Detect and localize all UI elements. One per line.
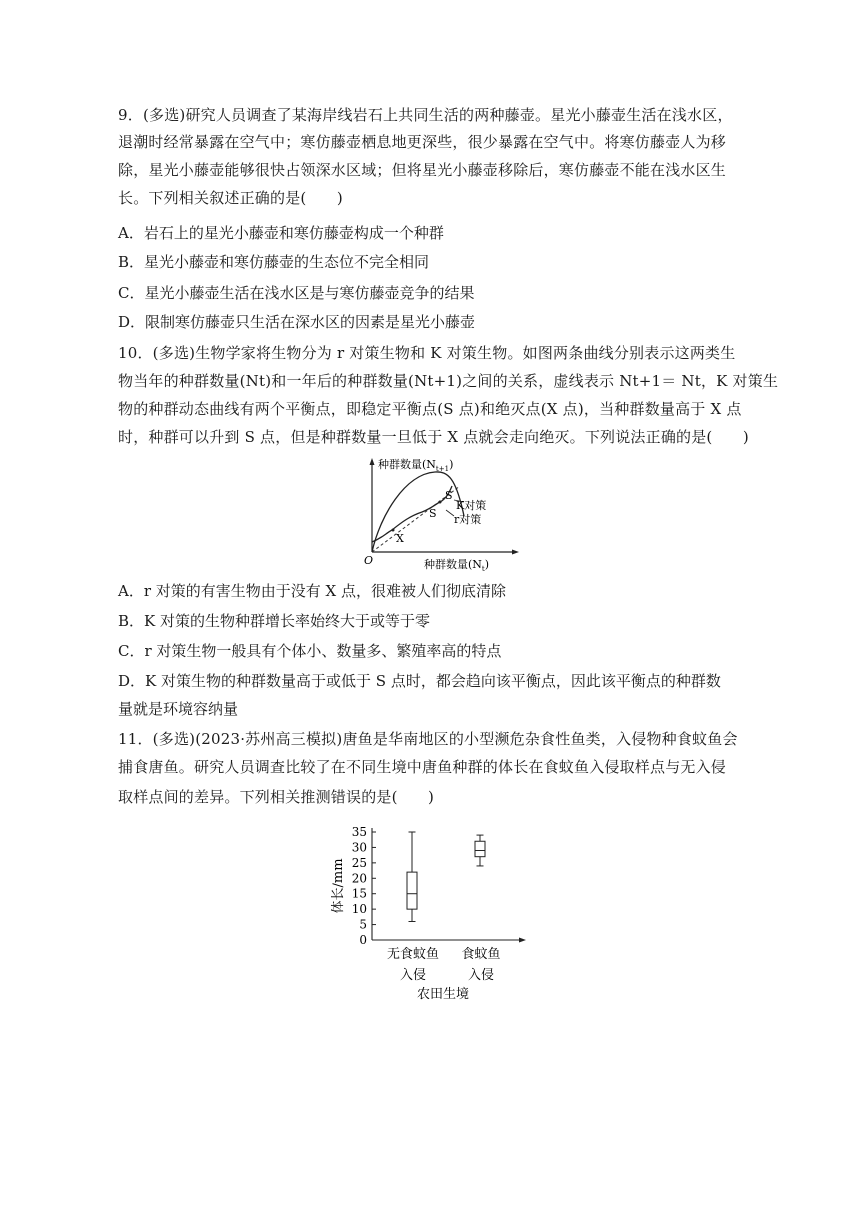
y-tick-label: 25 — [351, 855, 367, 870]
q11-stem-line-2: 捕食唐鱼。研究人员调查比较了在不同生境中唐鱼种群的体长在食蚊鱼入侵取样点与无入侵 — [118, 758, 727, 776]
q10-option-c: C．r 对策生物一般具有个体小、数量多、繁殖率高的特点 — [118, 642, 502, 660]
q9-stem-line-4: 长。下列相关叙述正确的是( ) — [118, 189, 343, 207]
y-tick-label: 0 — [359, 933, 367, 947]
x-category-label: 入侵 — [467, 968, 495, 983]
q10-stem-line-4: 时，种群可以升到 S 点，但是种群数量一旦低于 X 点就会走向绝灭。下列说法正确的是( ) — [118, 428, 749, 446]
q9-stem-line-3: 除，星光小藤壶能够很快占领深水区域；但将星光小藤壶移除后，寒仿藤壶不能在浅水区生 — [118, 161, 727, 179]
box-iqr — [475, 841, 485, 856]
q10-origin-label: O — [364, 554, 374, 567]
q11-boxplot-chart — [324, 822, 534, 1002]
y-tick-label: 35 — [351, 825, 367, 839]
q10-option-b: B．K 对策的生物种群增长率始终大于或等于零 — [118, 612, 430, 630]
q9-option-a: A．岩石上的星光小藤壶和寒仿藤壶构成一个种群 — [118, 224, 444, 242]
q10-option-d-line-1: D．K 对策生物的种群数量高于或低于 S 点时，都会趋向该平衡点，因此该平衡点的种群数 — [118, 672, 721, 690]
box-iqr — [407, 872, 417, 909]
y-tick-label: 20 — [351, 871, 367, 886]
q10-s-upper-label: S — [445, 489, 453, 502]
q10-option-d-line-2: 量就是环境容纳量 — [118, 700, 239, 718]
x-category-label: 入侵 — [399, 968, 427, 983]
q10-option-a: A．r 对策的有害生物由于没有 X 点，很难被人们彻底清除 — [118, 582, 506, 600]
q10-x-axis-label: 种群数量$(N_t)$ — [424, 558, 490, 573]
y-tick-label: 15 — [351, 886, 367, 901]
q10-r-strategy-curve — [372, 472, 464, 552]
q10-r-curve-label: r对策 — [454, 513, 482, 526]
q10-y-axis-label: 种群数量$(N_{t+1})$ — [378, 458, 454, 473]
q9-option-b: B．星光小藤壶和寒仿藤壶的生态位不完全相同 — [118, 253, 430, 271]
q10-r-pointer — [446, 510, 454, 516]
q10-y-arrow — [370, 458, 375, 465]
q11-y-axis-label: 体长/mm — [331, 858, 346, 914]
q10-x-point-marker — [392, 529, 395, 532]
y-tick-label: 5 — [359, 917, 367, 932]
q11-x-axis-label: 农田生境 — [416, 987, 470, 1002]
q10-s-lower-label: S — [429, 507, 437, 520]
q11-stem-line-1: 11．(多选)(2023·苏州高三模拟)唐鱼是华南地区的小型濒危杂食性鱼类，入侵物种食蚊鱼会 — [118, 730, 738, 748]
q9-option-c: C．星光小藤壶生活在浅水区是与寒仿藤壶竞争的结果 — [118, 284, 475, 302]
q10-k-strategy-curve — [372, 486, 452, 542]
q10-stem-line-3: 物的种群动态曲线有两个平衡点，即稳定平衡点(S 点)和绝灭点(X 点)，当种群数量高于 X 点 — [118, 400, 742, 418]
q10-stem-line-1: 10．(多选)生物学家将生物分为 r 对策生物和 K 对策生物。如图两条曲线分别表示这两类生 — [118, 344, 736, 362]
x-axis-arrow — [519, 938, 526, 943]
q10-x-point-label: X — [396, 532, 404, 545]
q9-stem-line-2: 退潮时经常暴露在空气中；寒仿藤壶栖息地更深些，很少暴露在空气中。将寒仿藤壶人为移 — [118, 133, 727, 151]
x-category-label: 无食蚊鱼 — [386, 947, 440, 962]
q11-stem-line-3: 取样点间的差异。下列相关推测错误的是( ) — [118, 788, 435, 806]
q10-stem-line-2: 物当年的种群数量(Nt)和一年后的种群数量(Nt+1)之间的关系，虚线表示 Nt+1＝ Nt，K 对策生 — [118, 372, 779, 390]
q9-option-d: D．限制寒仿藤壶只生活在深水区的因素是星光小藤壶 — [118, 313, 476, 331]
y-tick-label: 30 — [351, 840, 367, 855]
q10-population-curve-figure — [360, 456, 520, 574]
q10-x-arrow — [512, 550, 519, 555]
q10-k-curve-label: K对策 — [456, 499, 487, 512]
y-tick-label: 10 — [351, 902, 367, 917]
x-category-label: 食蚊鱼 — [461, 947, 501, 962]
q9-stem-line-1: 9．(多选)研究人员调查了某海岸线岩石上共同生活的两种藤壶。星光小藤壶生活在浅水区， — [118, 106, 733, 124]
q10-s-point-marker — [439, 501, 442, 504]
